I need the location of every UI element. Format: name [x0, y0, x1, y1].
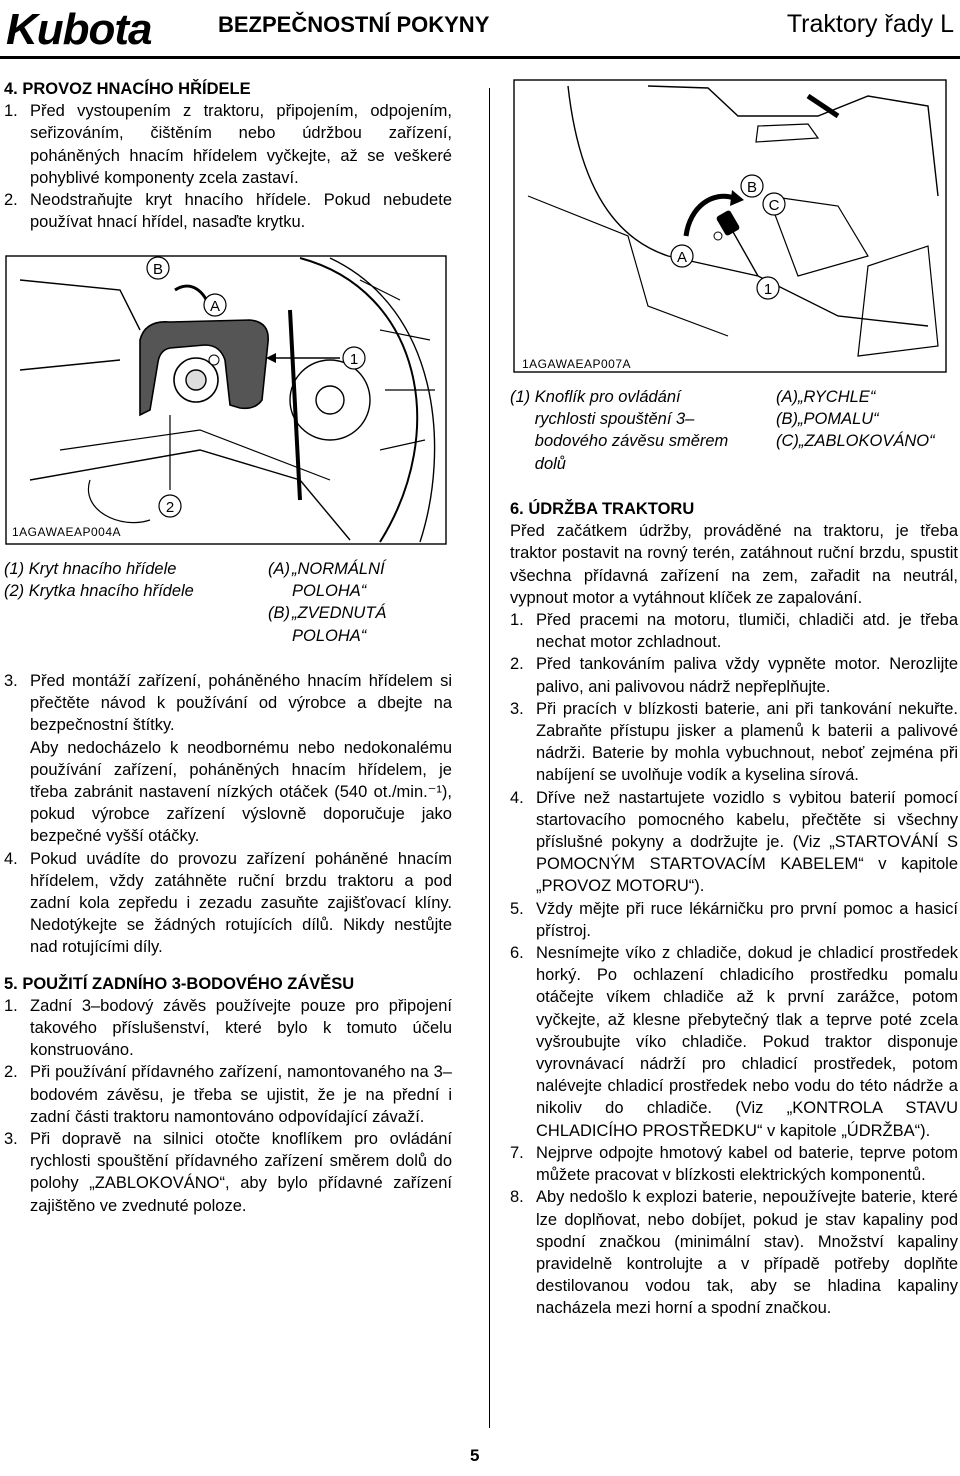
list-item: 4. Pokud uvádíte do provozu zařízení poháněné hnacím hřídelem, vždy zatáhněte ruční brzdu traktoru a pod zadní kola zepředu i zezadu zasuňte zajišťovací klíny. Nedotýkejte se žádných rotujících dílů. Nikdy nestůjte nad rotujícími díly.: [4, 849, 452, 957]
sec5-heading: 5. POUŽITÍ ZADNÍHO 3-BODOVÉHO ZÁVĚSU: [4, 974, 355, 993]
callout-a: A: [676, 249, 688, 266]
lowering-knob-figure: [508, 76, 954, 376]
sec6: [510, 498, 958, 1320]
pto-shaft-figure: [0, 250, 452, 550]
callout-1: 1: [349, 351, 359, 368]
list-item: 1. Před vystoupením z traktoru, připojením, odpojením, seřizováním, čištěním nebo údržbou zařízení, poháněných hnacím hřídelem vyčkejte, až se veškeré pohyblivé komponenty zcela zastaví.: [4, 102, 452, 187]
list-item: 3. Při dopravě na silnici otočte knoflíkem pro ovládání rychlosti spouštění přídavného zařízení směrem dolů do polohy „ZABLOKOVÁNO“, aby bylo přídavné zařízení zajištěno ve zvednuté poloze.: [4, 1130, 452, 1215]
header-rule: [0, 56, 960, 59]
figure-code: 1AGAWAEAP004A: [12, 525, 121, 539]
sec4-bottom: [4, 670, 452, 1217]
list-item: 8. Aby nedošlo k explozi baterie, nepoužívejte baterie, které lze doplňovat, nebo dobíjet, pokud je stav kapaliny pod spodní značkou (minimální stav). Množství kapaliny pravidelně kontrolujte a v případě potřeby doplňte destilovanou vodou tak, aby se hladina kapaliny nacházela mezi horní a spodní značkou.: [510, 1188, 958, 1318]
list-item: 4. Dříve než nastartujete vozidlo s vybitou baterií pomocí startovacího pomocného kabelu, přečtěte si všechny příslušné pokyny a dodržujte je. (Viz „STARTOVÁNÍ S POMOCNÝM STARTOVACÍM KABELEM“ v kapitole „PROVOZ MOTORU“).: [510, 788, 958, 896]
page-number: 5: [470, 1446, 480, 1465]
callout-b: B: [152, 261, 164, 278]
list-item: 6. Nesnímejte víko z chladiče, dokud je chladicí prostředek horký. Po ochlazení chladicího prostředku pomalu otáčejte víkem chladiče až k první zarážce, potom vyčkejte, až klesne přebytečný tlak a teprve poté zcela vyšroubujte víko chladiče. Pokud traktor disponuje vyrovnávací nádrží pro chladicí prostředek, potom nalévejte chladicí prostředek nebo vodu do této nádrže a nikoliv do chladiče. (Viz „KONTROLA STAVU CHLADICÍHO PROSTŘEDKU“ v kapitole „ÚDRŽBA“).: [510, 944, 958, 1140]
sec6-intro: Před začátkem údržby, prováděné na traktoru, je třeba traktor postavit na rovný terén, zatáhnout ruční brzdu, spustit všechna přídavná zařízení na zem, zařadit na neutrál, vypnout motor a vytáhnout klíček ze zapalování.: [510, 522, 958, 607]
kubota-logo: [4, 6, 210, 50]
list-item: 2. Před tankováním paliva vždy vypněte motor. Nerozlijte palivo, ani palivovou nádrž nepřeplňujte.: [510, 655, 958, 696]
figure2-captions-right: (A) „RYCHLE“ (B) „POMALU“ (C) „ZABLOKOVÁNO“: [776, 388, 935, 451]
callout-b: B: [746, 179, 758, 196]
brand-name: Kubota: [6, 6, 152, 50]
callout-1: 1: [763, 281, 773, 298]
sec4-heading: 4. PROVOZ HNACÍHO HŘÍDELE: [4, 80, 251, 98]
list-item: 2. Při používání přídavného zařízení, namontovaného na 3–bodovém závěsu, je třeba se ujistit, že je na přední i zadní části traktoru namontováno odpovídající závaží.: [4, 1063, 452, 1126]
list-item: 2. Neodstraňujte kryt hnacího hřídele. Pokud nebudete používat hnací hřídel, nasaďte krytku.: [4, 191, 452, 232]
list-item: 3. Před montáží zařízení, poháněného hnacím hřídelem si přečtěte návod k používání od výrobce a dbejte na bezpečnostní štítky.: [4, 672, 452, 735]
list-item: 1. Před pracemi na motoru, tlumiči, chladiči atd. je třeba nechat motor zchladnout.: [510, 611, 958, 652]
figure1-captions-right: (A) „NORMÁLNÍ POLOHA“ (B) „ZVEDNUTÁ POLOHA“: [268, 560, 387, 645]
list-item: 3. Při pracích v blízkosti baterie, ani při tankování nekuřte. Zabraňte přístupu jisker a plamenů k baterii a palivové nádrži. Baterie by mohla vybuchnout, neboť zejména při nabíjení se uvolňuje vodík a kyselina sírová.: [510, 699, 958, 785]
series-title: Traktory řady L: [786, 10, 954, 38]
sec6-heading: 6. ÚDRŽBA TRAKTORU: [510, 500, 695, 518]
figure-code: 1AGAWAEAP007A: [522, 357, 631, 371]
list-item: 7. Nejprve odpojte hmotový kabel od baterie, teprve potom můžete pracovat v blízkosti elektrických komponentů.: [510, 1143, 958, 1185]
section-title: BEZPEČNOSTNÍ POKYNY: [218, 12, 490, 37]
list-item: 1. Zadní 3–bodový závěs používejte pouze pro připojení takového příslušenství, které bylo k tomuto účelu konstruováno.: [4, 996, 452, 1060]
callout-c: C: [768, 197, 780, 214]
callout-a: A: [209, 298, 221, 315]
column-divider: [489, 88, 490, 1428]
sec4-item3-paragraph: Aby nedocházelo k neodbornému nebo nedokonalému používání zařízení, poháněných hnacím hřídelem, je třeba zabránit nastavení nízkých otáček (540 ot./min.⁻¹), pokud výrobce zařízení výslovně doporučuje jako bezpečné vyšší otáčky.: [30, 738, 452, 846]
figure2-captions-left: (1) Knoflík pro ovládání rychlosti spouštění 3–bodového závěsu směrem dolů: [510, 388, 729, 473]
sec4-top: [4, 78, 452, 233]
figure1-captions-left: (1) Kryt hnacího hřídele (2) Krytka hnacího hřídele: [4, 560, 194, 601]
list-item: 5. Vždy mějte při ruce lékárničku pro první pomoc a hasicí přístroj.: [510, 899, 958, 940]
callout-2: 2: [165, 499, 175, 516]
